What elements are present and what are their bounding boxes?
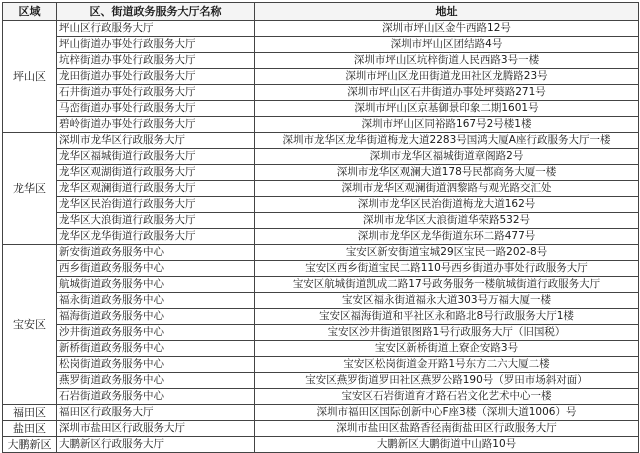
district-cell: 大鹏新区 [3,437,57,453]
table-row [3,165,639,181]
address-cell: 宝安区福海街道和平社区永和路北8号行政服务大厅1楼 [255,309,639,325]
hall-name-cell: 龙华区观湖街道行政服务大厅 [57,165,255,181]
header-district: 区域 [3,3,57,21]
table-row [3,101,639,117]
address-cell: 深圳市坪山区龙田街道龙田社区龙腾路23号 [255,69,639,85]
hall-name-cell: 石井街道办事处行政服务大厅 [57,85,255,101]
hall-name-cell: 松岗街道政务服务中心 [57,357,255,373]
hall-name-cell: 龙华区龙华街道行政服务大厅 [57,229,255,245]
hall-name-cell: 深圳市龙华区行政服务大厅 [57,133,255,149]
address-cell: 深圳市龙华区大浪街道华荣路532号 [255,213,639,229]
table-row [3,277,639,293]
hall-name-cell: 福海街道政务服务中心 [57,309,255,325]
address-cell: 宝安区松岗街道金开路1号东方二六大厦二楼 [255,357,639,373]
address-cell: 深圳市坪山区金牛西路12号 [255,21,639,37]
hall-name-cell: 深圳市盐田区行政服务大厅 [57,421,255,437]
table-row [3,405,639,421]
address-cell: 深圳市龙华区观澜大道178号民都商务大厦一楼 [255,165,639,181]
district-cell: 宝安区 [3,245,57,405]
hall-name-cell: 新桥街道政务服务中心 [57,341,255,357]
table-row [3,309,639,325]
table-row [3,197,639,213]
address-cell: 宝安区新安街道宝城29区宝民一路202-8号 [255,245,639,261]
table-row [3,213,639,229]
table-row [3,293,639,309]
table-body [3,21,639,453]
district-cell: 坪山区 [3,21,57,133]
address-cell: 深圳市坪山区石井街道办事处坪葵路271号 [255,85,639,101]
table-row [3,229,639,245]
hall-name-cell: 福永街道政务服务中心 [57,293,255,309]
table-row [3,325,639,341]
address-cell: 深圳市坪山区坑梓街道人民西路3号一楼 [255,53,639,69]
table-row [3,37,639,53]
table-row [3,341,639,357]
district-cell: 福田区 [3,405,57,421]
hall-name-cell: 龙田街道办事处行政服务大厅 [57,69,255,85]
district-cell: 盐田区 [3,421,57,437]
table-row [3,245,639,261]
hall-name-cell: 坪山街道办事处行政服务大厅 [57,37,255,53]
address-cell: 深圳市坪山区京基御景印象二期1601号 [255,101,639,117]
address-cell: 深圳市福田区国际创新中心F座3楼（深圳大道1006）号 [255,405,639,421]
hall-name-cell: 航城街道政务服务中心 [57,277,255,293]
header-name: 区、街道政务服务大厅名称 [57,3,255,21]
address-cell: 深圳市龙华区福城街道章阁路2号 [255,149,639,165]
hall-name-cell: 西乡街道政务服务中心 [57,261,255,277]
address-cell: 宝安区石岩街道育才路石岩文化艺术中心一楼 [255,389,639,405]
hall-name-cell: 马峦街道办事处行政服务大厅 [57,101,255,117]
table-row [3,69,639,85]
hall-name-cell: 新安街道政务服务中心 [57,245,255,261]
table-row [3,261,639,277]
address-cell: 宝安区燕罗街道罗田社区燕罗公路190号（罗田市场斜对面） [255,373,639,389]
table-row [3,437,639,453]
address-cell: 深圳市盐田区盐路香径南街盐田区行政服务大厅 [255,421,639,437]
header-address: 地址 [255,3,639,21]
hall-name-cell: 沙井街道政务服务中心 [57,325,255,341]
hall-name-cell: 龙华区福城街道行政服务大厅 [57,149,255,165]
table-row [3,133,639,149]
table-row [3,85,639,101]
hall-name-cell: 坪山区行政服务大厅 [57,21,255,37]
hall-name-cell: 福田区行政服务大厅 [57,405,255,421]
address-cell: 宝安区沙井街道银图路1号行政服务大厅（旧国税） [255,325,639,341]
address-cell: 深圳市坪山区团结路4号 [255,37,639,53]
hall-name-cell: 石岩街道政务服务中心 [57,389,255,405]
table-row [3,53,639,69]
table-row [3,21,639,37]
address-cell: 大鹏新区大鹏街道中山路10号 [255,437,639,453]
address-cell: 深圳市龙华区观澜街道泗黎路与观光路交汇处 [255,181,639,197]
hall-name-cell: 碧岭街道办事处行政服务大厅 [57,117,255,133]
hall-name-cell: 燕罗街道政务服务中心 [57,373,255,389]
table-row [3,421,639,437]
address-cell: 宝安区福永街道福永大道303号万福大厦一楼 [255,293,639,309]
table-row [3,357,639,373]
table-row [3,373,639,389]
hall-name-cell: 龙华区大浪街道行政服务大厅 [57,213,255,229]
table-row [3,389,639,405]
address-cell: 深圳市龙华区龙华街道梅龙大道2283号国鸿大厦A座行政服务大厅一楼 [255,133,639,149]
address-cell: 深圳市龙华区民治街道梅龙大道162号 [255,197,639,213]
address-cell: 深圳市坪山区同裕路167号2号楼1楼 [255,117,639,133]
table-row [3,117,639,133]
address-cell: 深圳市龙华区龙华街道东环二路477号 [255,229,639,245]
district-cell: 龙华区 [3,133,57,245]
hall-name-cell: 龙华区民治街道行政服务大厅 [57,197,255,213]
address-cell: 宝安区新桥街道上寮企安路3号 [255,341,639,357]
hall-name-cell: 龙华区观澜街道行政服务大厅 [57,181,255,197]
table-row [3,181,639,197]
hall-name-cell: 坑梓街道办事处行政服务大厅 [57,53,255,69]
table-row [3,149,639,165]
address-cell: 宝安区西乡街道宝民二路110号西乡街道办事处行政服务大厅 [255,261,639,277]
address-cell: 宝安区航城街道凯成二路17号政务服务一楼航城街道行政服务大厅 [255,277,639,293]
header-row [3,3,639,21]
hall-name-cell: 大鹏新区行政服务大厅 [57,437,255,453]
service-hall-table [2,2,639,453]
